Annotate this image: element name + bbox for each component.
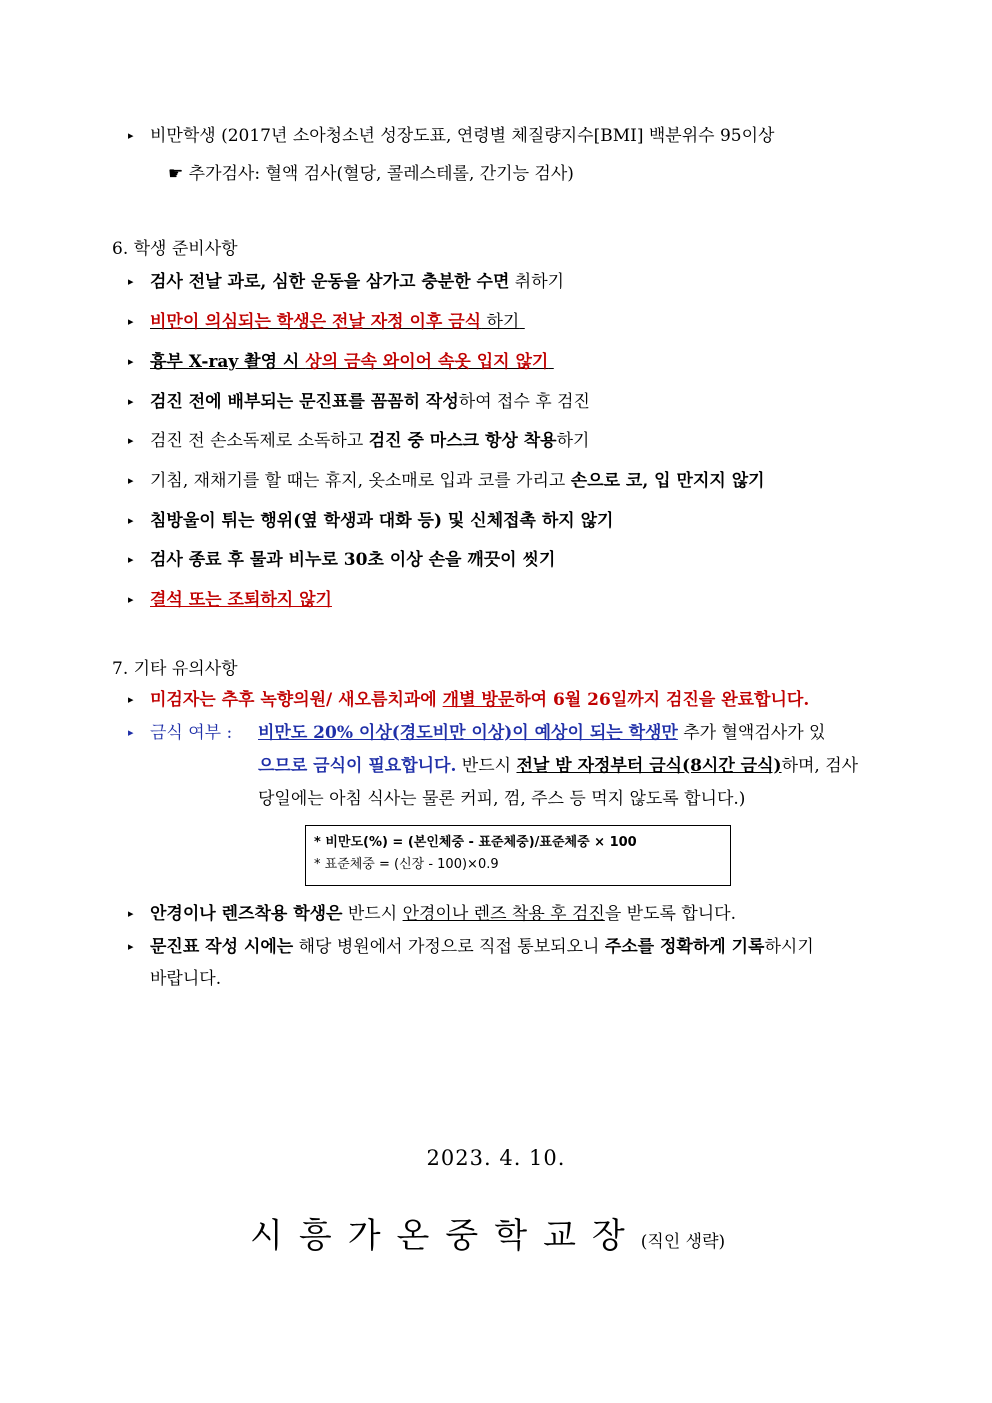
- notice-item-4-bold: 주소를 정확하게 기록: [604, 937, 765, 957]
- additional-test-note: ☛ 추가검사: 혈액 검사(혈당, 콜레스테롤, 간기능 검사): [168, 164, 574, 184]
- signature-block: [250, 1208, 725, 1257]
- prep-item-5-rest: 하기: [556, 431, 590, 451]
- notice-item-3: [150, 902, 736, 926]
- notice-item-3-main: 안경이나 렌즈착용 학생은: [150, 904, 343, 924]
- prep-item-4-main: 검진 전에 배부되는 문진표를 꼼꼼히 작성: [150, 392, 459, 412]
- bullet-icon: ▸: [128, 726, 134, 739]
- section-7-title: 7. 기타 유의사항: [112, 659, 238, 679]
- obesity-formula: * 비만도(%) = (본인체중 - 표준체중)/표준체중 × 100: [314, 835, 637, 850]
- fasting-target: 비만도 20% 이상(경도비만 이상)이 예상이 되는 학생만: [258, 723, 678, 743]
- prep-item-2-main: 비만이 의심되는 학생은 전날 자정 이후 금식: [150, 312, 482, 332]
- bullet-icon: ▸: [128, 693, 134, 706]
- fasting-line-1-rest: 추가 혈액검사가 있: [677, 723, 826, 743]
- bullet-icon: ▸: [128, 434, 134, 447]
- prep-item-5-bold: 검진 중 마스크 항상 착용: [368, 431, 557, 451]
- prep-item-8: 검사 종료 후 물과 비누로 30초 이상 손을 깨끗이 씻기: [150, 550, 556, 570]
- prep-item-7: 침방울이 튀는 행위(옆 학생과 대화 등) 및 신체접촉 하지 않기: [150, 511, 614, 531]
- section-6-title: 6. 학생 준비사항: [112, 239, 238, 259]
- prep-item-4-rest: 하여 접수 후 검진: [458, 392, 590, 412]
- obesity-criteria: 비만학생 (2017년 소아청소년 성장도표, 연령별 체질량지수[BMI] 백분위수 95이상: [150, 126, 775, 146]
- fasting-line-2: [258, 754, 858, 778]
- notice-item-4-mid: 해당 병원에서 가정으로 직접 통보되오니: [293, 937, 605, 957]
- fasting-label: 금식 여부 :: [150, 723, 233, 743]
- prep-item-3: [150, 350, 554, 374]
- bullet-icon: ▸: [128, 553, 134, 566]
- prep-item-2-rest: 하기: [481, 312, 520, 332]
- bullet-icon: ▸: [128, 129, 134, 142]
- document-date: 2023. 4. 10.: [426, 1146, 566, 1170]
- bullet-icon: ▸: [128, 514, 134, 527]
- notice-item-4-line-2: 바랍니다.: [150, 969, 222, 989]
- bullet-icon: ▸: [128, 474, 134, 487]
- bullet-icon: ▸: [128, 907, 134, 920]
- prep-item-4: [150, 390, 590, 414]
- standard-weight-formula: * 표준체중 = (신장 - 100)×0.9: [314, 857, 499, 872]
- obesity-formula-box: [305, 825, 731, 886]
- prep-item-6-main: 기침, 재채기를 할 때는 휴지, 옷소매로 입과 코를 가리고: [150, 471, 571, 491]
- prep-item-1-main: 검사 전날 과로, 심한 운동을 삼가고 충분한 수면: [150, 272, 510, 292]
- bullet-icon: ▸: [128, 593, 134, 606]
- bullet-icon: ▸: [128, 940, 134, 953]
- notice-item-3-rest: 을 받도록 합니다.: [604, 904, 736, 924]
- fasting-line-1: [258, 721, 825, 745]
- fasting-required: 으므로 금식이 필요합니다.: [258, 756, 457, 776]
- bullet-icon: ▸: [128, 315, 134, 328]
- notice-item-4-main: 문진표 작성 시에는: [150, 937, 294, 957]
- prep-item-5: [150, 429, 589, 453]
- notice-item-1-visit: 개별 방문: [442, 690, 515, 710]
- notice-item-1-main: 미검자는 추후 녹향의원/ 새오름치과에: [150, 690, 443, 710]
- prep-item-3-rest: 상의 금속 와이어 속옷 입지 않기: [305, 352, 549, 372]
- fasting-time: 전날 밤 자정부터 금식(8시간 금식): [516, 756, 782, 776]
- fasting-line-3: 당일에는 아침 식사는 물론 커피, 껌, 주스 등 먹지 않도록 합니다.): [258, 789, 746, 809]
- prep-item-1: [150, 270, 564, 294]
- principal-title: 시흥가온중학교장: [250, 1216, 641, 1256]
- prep-item-6: [150, 469, 765, 493]
- notice-item-3-mid: 반드시: [342, 904, 403, 924]
- bullet-icon: ▸: [128, 275, 134, 288]
- fasting-line-2-mid: 반드시: [456, 756, 517, 776]
- prep-item-6-bold: 손으로 코, 입 만지지 않기: [570, 471, 765, 491]
- notice-item-4: [150, 935, 814, 959]
- prep-item-2: [150, 310, 525, 334]
- seal-omitted-note: (직인 생략): [640, 1232, 726, 1252]
- prep-item-9: 결석 또는 조퇴하지 않기: [150, 590, 332, 610]
- bullet-icon: ▸: [128, 395, 134, 408]
- fasting-line-2-rest: 하며, 검사: [781, 756, 859, 776]
- notice-item-1-rest: 하여 6월 26일까지 검진을 완료합니다.: [514, 690, 810, 710]
- notice-item-1: [150, 688, 809, 712]
- prep-item-5-main: 검진 전 손소독제로 소독하고: [150, 431, 369, 451]
- notice-item-3-underline: 안경이나 렌즈 착용 후 검진: [402, 904, 605, 924]
- bullet-icon: ▸: [128, 355, 134, 368]
- notice-item-4-rest: 하시기: [764, 937, 814, 957]
- prep-item-3-main: 흉부 X-ray 촬영 시: [150, 352, 306, 372]
- prep-item-1-rest: 취하기: [509, 272, 565, 292]
